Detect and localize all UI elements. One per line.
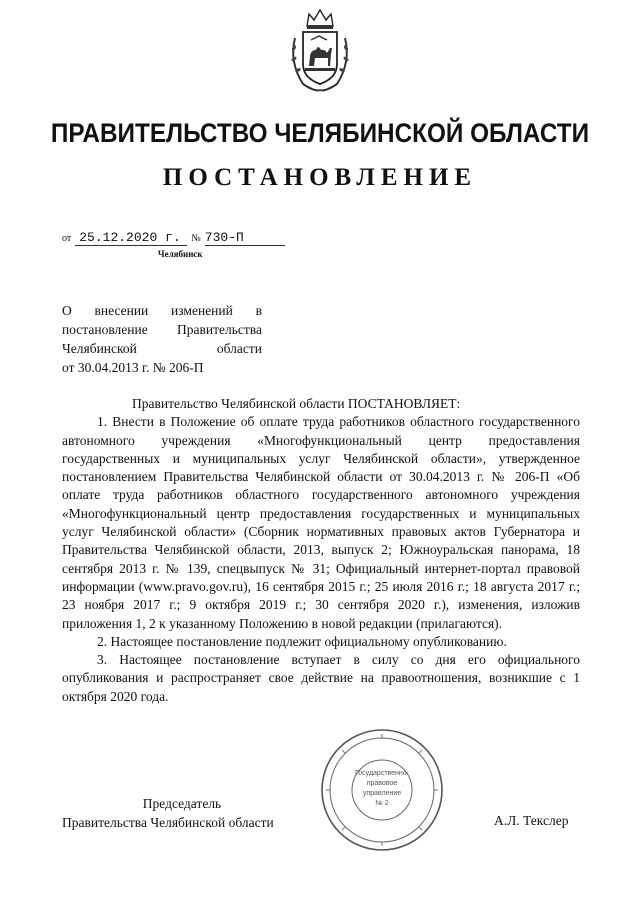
subject-line: О внесении изменений в (62, 303, 262, 318)
body-paragraph-3: 3. Настоящее постановление вступает в силу со дня его официального опубликования и распространяет свое действие на правоотношения, возникшие с 1 октября 2020 года. (62, 652, 580, 704)
signatory-name: А.Л. Текслер (494, 813, 569, 828)
document-type: ПОСТАНОВЛЕНИЕ (162, 164, 478, 191)
body-paragraph-2: 2. Настоящее постановление подлежит официальному опубликованию. (97, 633, 507, 649)
seal-inner-text: № 2 (375, 800, 389, 807)
document-date: 25.12.2020 г. (75, 230, 187, 246)
signatory-title-line: Председатель (142, 796, 222, 811)
number-prefix: № (191, 233, 201, 244)
document-subject (62, 301, 262, 377)
date-prefix: от (62, 233, 72, 244)
government-title: ПРАВИТЕЛЬСТВО ЧЕЛЯБИНСКОЙ ОБЛАСТИ (50, 118, 590, 148)
subject-line: Челябинской области (62, 341, 262, 356)
seal-inner-text: правовое (366, 780, 398, 787)
seal-inner-text: Государственно- (354, 770, 410, 777)
document-body (62, 395, 580, 706)
subject-line: постановление Правительства (62, 322, 262, 337)
document-number: 730-П (205, 230, 285, 246)
date-number-row (62, 228, 285, 248)
subject-line: от 30.04.2013 г. № 206-П (62, 360, 204, 375)
official-seal (318, 726, 446, 854)
coat-of-arms-emblem (285, 4, 355, 94)
seal-inner-text: управление (362, 790, 402, 797)
body-paragraph-1: 1. Внести в Положение об оплате труда работников областного государственного автономного учреждения «Многофункциональный центр предоставления государственных и муниципальных услуг Челябинской области», утвержденное постановлением Правительства Челябинской области от 30.04.2013 г. № 206-П «Об оплате труда работников областного государственного автономного учреждения «Многофункциональный центр предоставления государственных и муниципальных услуг Челябинской области» (Сборник нормативных правовых актов Губернатора и Правительства Челябинской области, 2013, выпуск 2; Южноуральская панорама, 18 сентября 2013 г. № 139, спецвыпуск № 31; Официальный интернет-портал правовой информации (www.pravo.gov.ru), 16 сентября 2015 г.; 25 июля 2016 г.; 18 августа 2017 г.; 23 ноября 2017 г.; 9 октября 2019 г.; 30 сентября 2020 г.), изменения, изложив приложения 1, 2 к указанному Положению в новой редакции (прилагаются). (62, 414, 580, 631)
signatory-title-line: Правительства Челябинской области (62, 815, 274, 830)
body-lead: Правительство Челябинской области ПОСТАНОВЛЯЕТ: (132, 396, 461, 411)
city-label: Челябинск (158, 249, 203, 259)
signatory-title (62, 794, 302, 832)
